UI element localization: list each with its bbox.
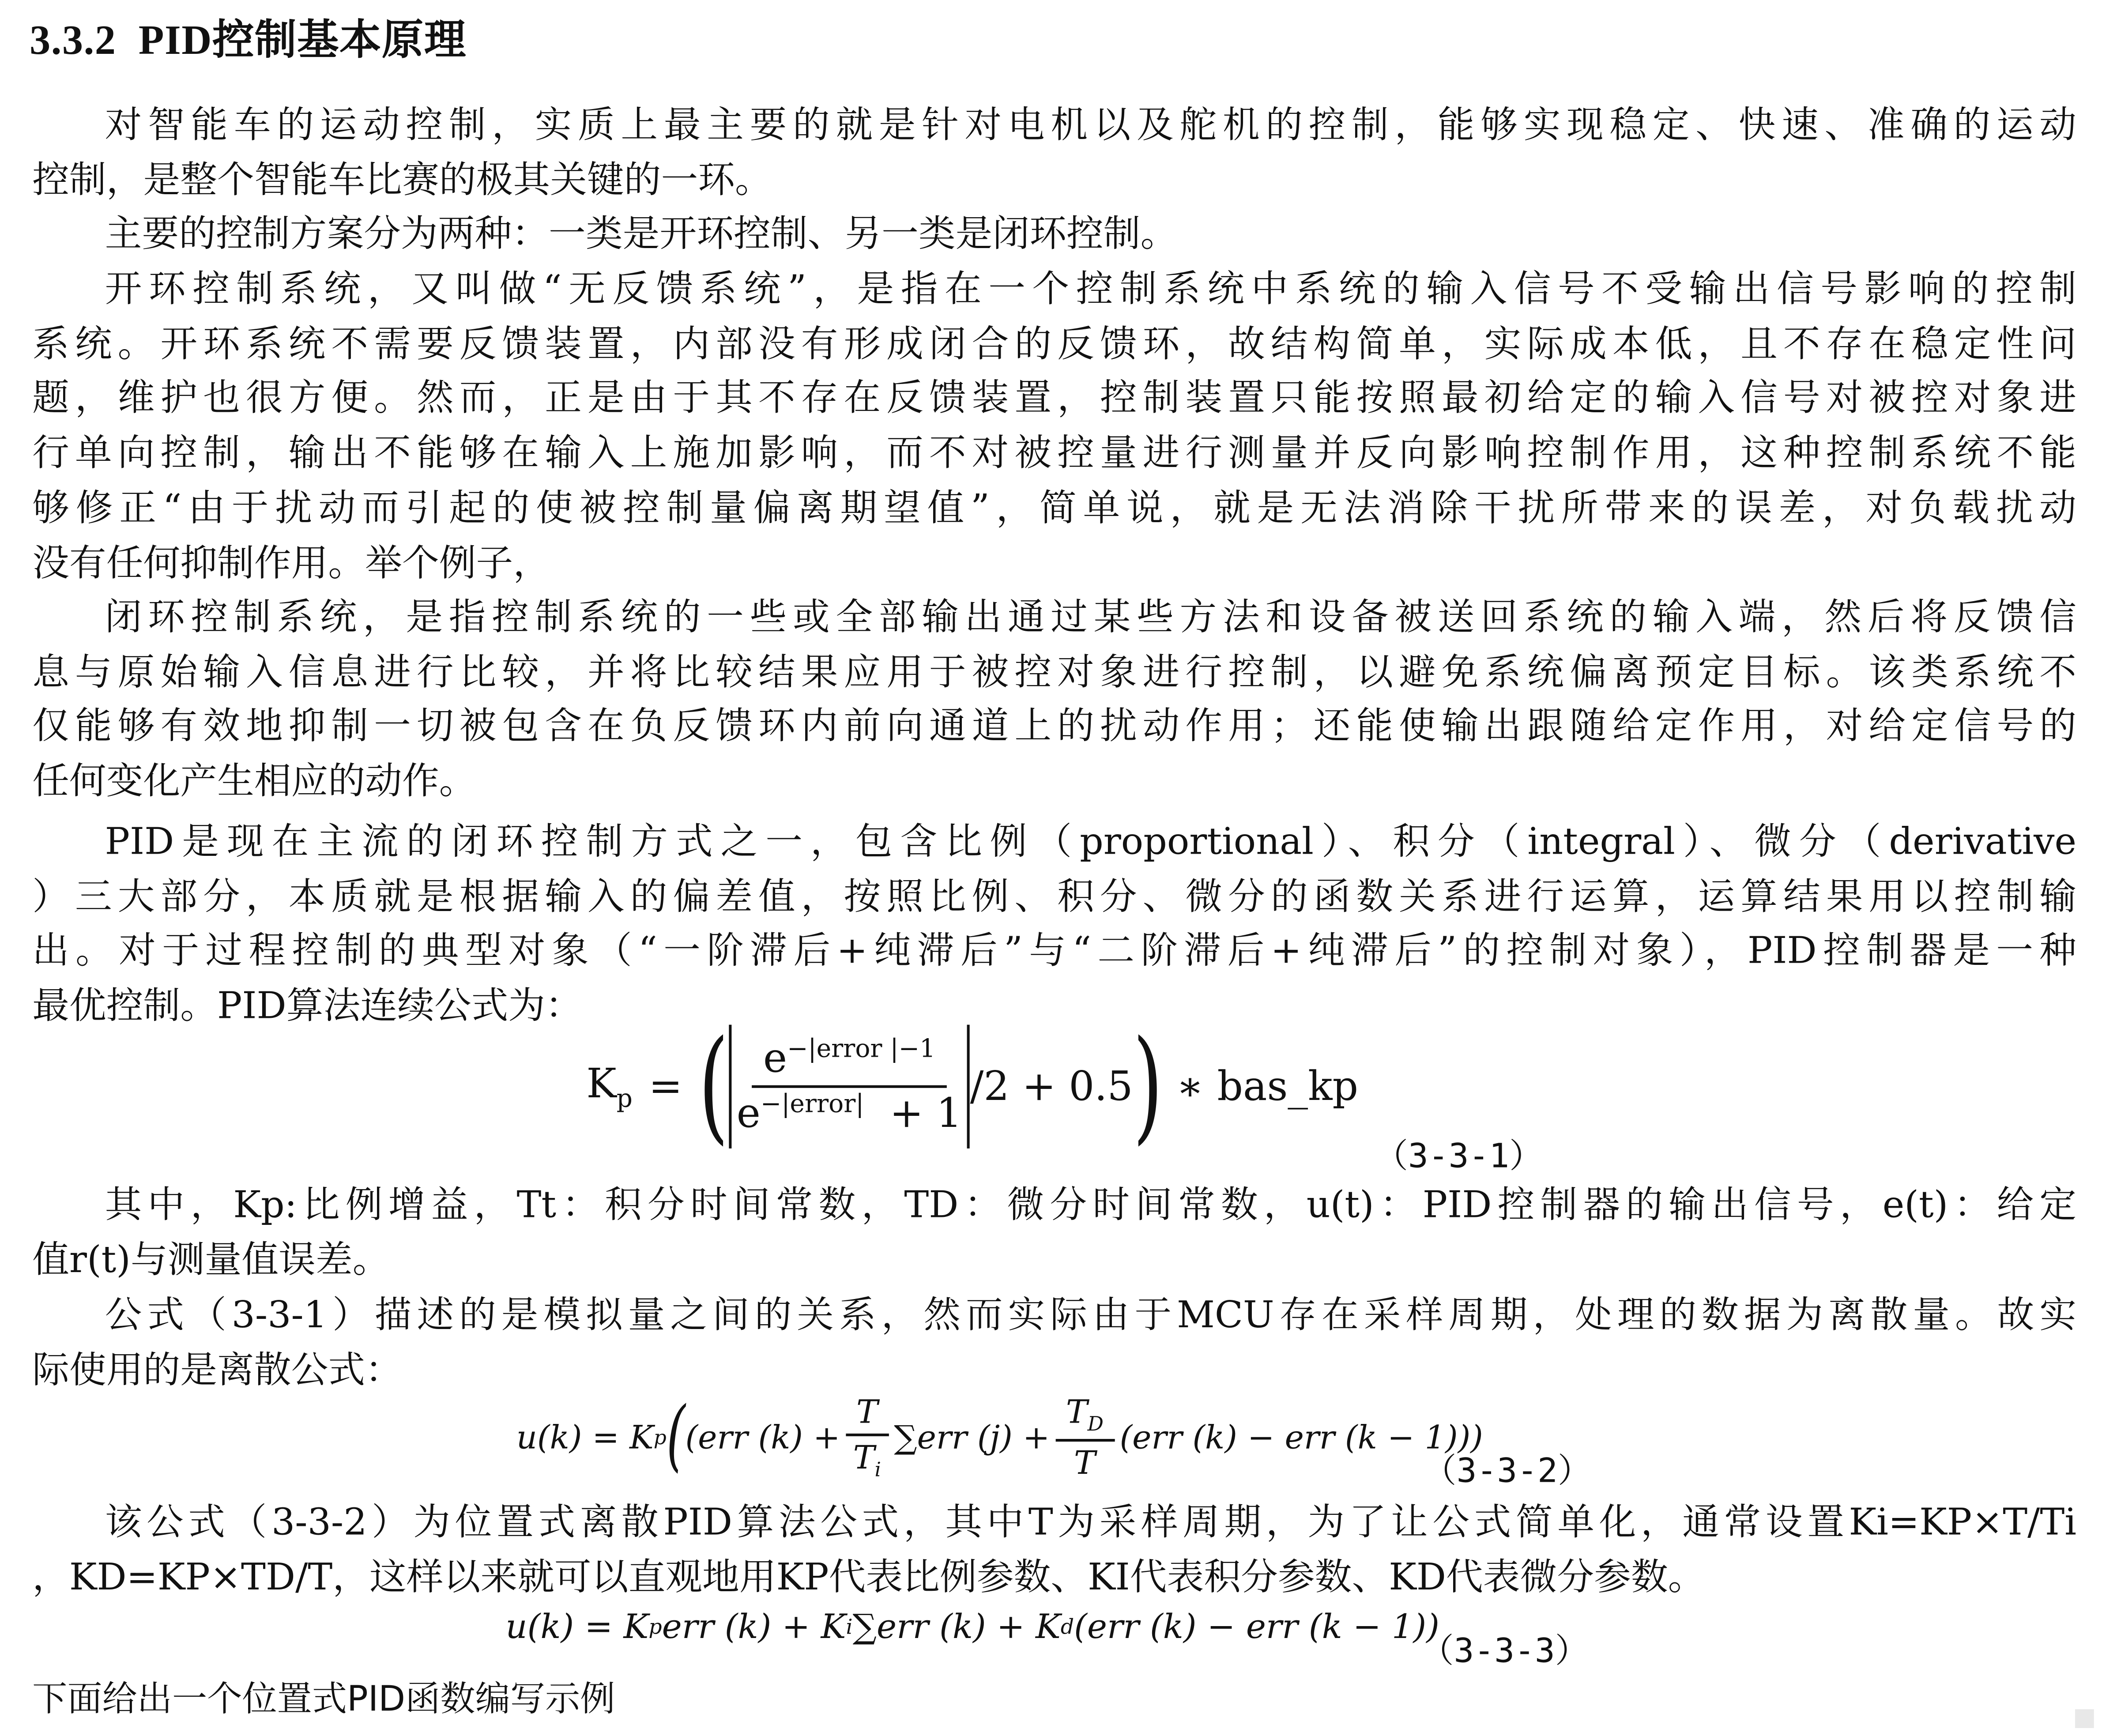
equation-number-1: （3-3-1）	[1374, 1136, 1543, 1175]
paragraph-schemes	[32, 207, 2076, 262]
text-line: 其中，Kp:比例增益，Tt：积分时间常数，TD：微分时间常数，u(t)：PID控制器的输出信号，e(t)：给定	[105, 1183, 2077, 1227]
text-line: 行单向控制，输出不能够在输入上施加影响，而不对被控量进行测量并反向影响控制作用，这种控制系统不能	[32, 432, 2077, 475]
footer-text: 下面给出一个位置式PID函数编写示例	[32, 1680, 615, 1720]
paragraph-closed-loop	[32, 591, 2076, 810]
paragraph-discrete	[32, 1288, 2076, 1398]
paragraph-definitions	[32, 1178, 2076, 1288]
left-paren: (	[698, 1015, 729, 1158]
text-line: 出。对于过程控制的典型对象（“一阶滞后+纯滞后”与“二阶滞后+纯滞后”的控制对象），PID控制器是一种	[32, 930, 2077, 973]
text-line: ，KD=KP×TD/T，这样以来就可以直观地用KP代表比例参数、KI代表积分参数、KD代表微分参数。	[32, 1555, 1705, 1599]
text-line: 息与原始输入信息进行比较，并将比较结果应用于被控对象进行控制，以避免系统偏离预定目标。该类系统不	[32, 650, 2077, 694]
text-line: 控制，是整个智能车比赛的极其关键的一环。	[32, 158, 772, 202]
text-line: 主要的控制方案分为两种：一类是开环控制、另一类是闭环控制。	[105, 212, 1178, 256]
equation-number-3: （3-3-3）	[1420, 1631, 1589, 1671]
text-line: 开环控制系统，又叫做“无反馈系统”，是指在一个控制系统中系统的输入信号不受输出信号影响的控制	[105, 267, 2077, 311]
eq1-fraction: $\frac{e^{-|error |-1}}{e^{-|error|} + 1}$	[736, 1035, 962, 1138]
equation-3-3-2: u(k) = K p ( (err (k) + $\frac{T}{T_i}$ ∑err (j) + $\frac{T_D}{T}$ (err (k) − err (k − 1)))	[516, 1393, 1483, 1482]
text-line: 没有任何抑制作用。举个例子，	[32, 541, 550, 584]
text-line: ）三大部分，本质就是根据输入的偏差值，按照比例、积分、微分的函数关系进行运算，运算结果用以控制输	[32, 875, 2077, 918]
equation-3-3-1: $K_p$ = ( $\frac{e^{-|error |-1}}{e^{-|error|} + 1}$ /2 + 0.5 ) ∗ bas_kp	[586, 1015, 1359, 1158]
section-title: PID控制基本原理	[138, 16, 467, 64]
text-line: 任何变化产生相应的动作。	[32, 760, 476, 803]
paragraph-pid-intro	[32, 815, 2076, 1034]
section-number: 3.3.2	[30, 16, 117, 64]
text-line: 够修正“由于扰动而引起的使被控制量偏离期望值”，简单说，就是无法消除干扰所带来的误差，对负载扰动	[32, 486, 2077, 530]
paragraph-intro	[32, 98, 2076, 207]
text-line: 际使用的是离散公式：	[32, 1348, 402, 1392]
paragraph-position-pid	[32, 1495, 2076, 1605]
right-paren: )	[1133, 1015, 1163, 1158]
text-line: 该公式（3-3-2）为位置式离散PID算法公式，其中T为采样周期，为了让公式简单化，通常设置Ki=KP×T/Ti	[105, 1501, 2077, 1544]
text-line: 题，维护也很方便。然而，正是由于其不存在反馈装置，控制装置只能按照最初给定的输入信号对被控对象进	[32, 377, 2077, 420]
section-heading	[30, 5, 467, 66]
text-line: 对智能车的运动控制，实质上最主要的就是针对电机以及舵机的控制，能够实现稳定、快速、准确的运动	[105, 103, 2077, 147]
text-line: 闭环控制系统，是指控制系统的一些或全部输出通过某些方法和设备被送回系统的输入端，然后将反馈信	[105, 595, 2077, 639]
corner-mark	[2075, 1709, 2094, 1728]
equation-number-2: （3-3-2）	[1423, 1451, 1592, 1490]
text-line: 公式（3-3-1）描述的是模拟量之间的关系，然而实际由于MCU存在采样周期，处理的数据为离散量。故实	[105, 1293, 2077, 1337]
abs-bar-left	[728, 1025, 731, 1149]
eq1-lhs: $K_p$	[586, 1060, 633, 1113]
text-line: 最优控制。PID算法连续公式为：	[32, 984, 582, 1028]
eq2-fraction-derivative: $\frac{T_D}{T}$	[1055, 1393, 1114, 1481]
text-line: 仅能够有效地抑制一切被包含在负反馈环内前向通道上的扰动作用；还能使输出跟随给定作用，对给定信号的	[32, 705, 2077, 749]
paragraph-open-loop	[32, 262, 2076, 591]
text-line: 系统。开环系统不需要反馈装置，内部没有形成闭合的反馈环，故结构简单，实际成本低，且不存在稳定性问	[32, 322, 2077, 365]
text-line: PID是现在主流的闭环控制方式之一，包含比例（proportional）、积分（integral）、微分（derivative	[105, 820, 2077, 863]
equation-3-3-3: u(k) = K p err (k) + K i ∑err (k) + K d (err (k) − err (k − 1))	[505, 1607, 1439, 1646]
eq2-fraction-integral: $\frac{T}{T_i}$	[846, 1393, 889, 1481]
text-line: 值r(t)与测量值误差。	[32, 1238, 390, 1281]
